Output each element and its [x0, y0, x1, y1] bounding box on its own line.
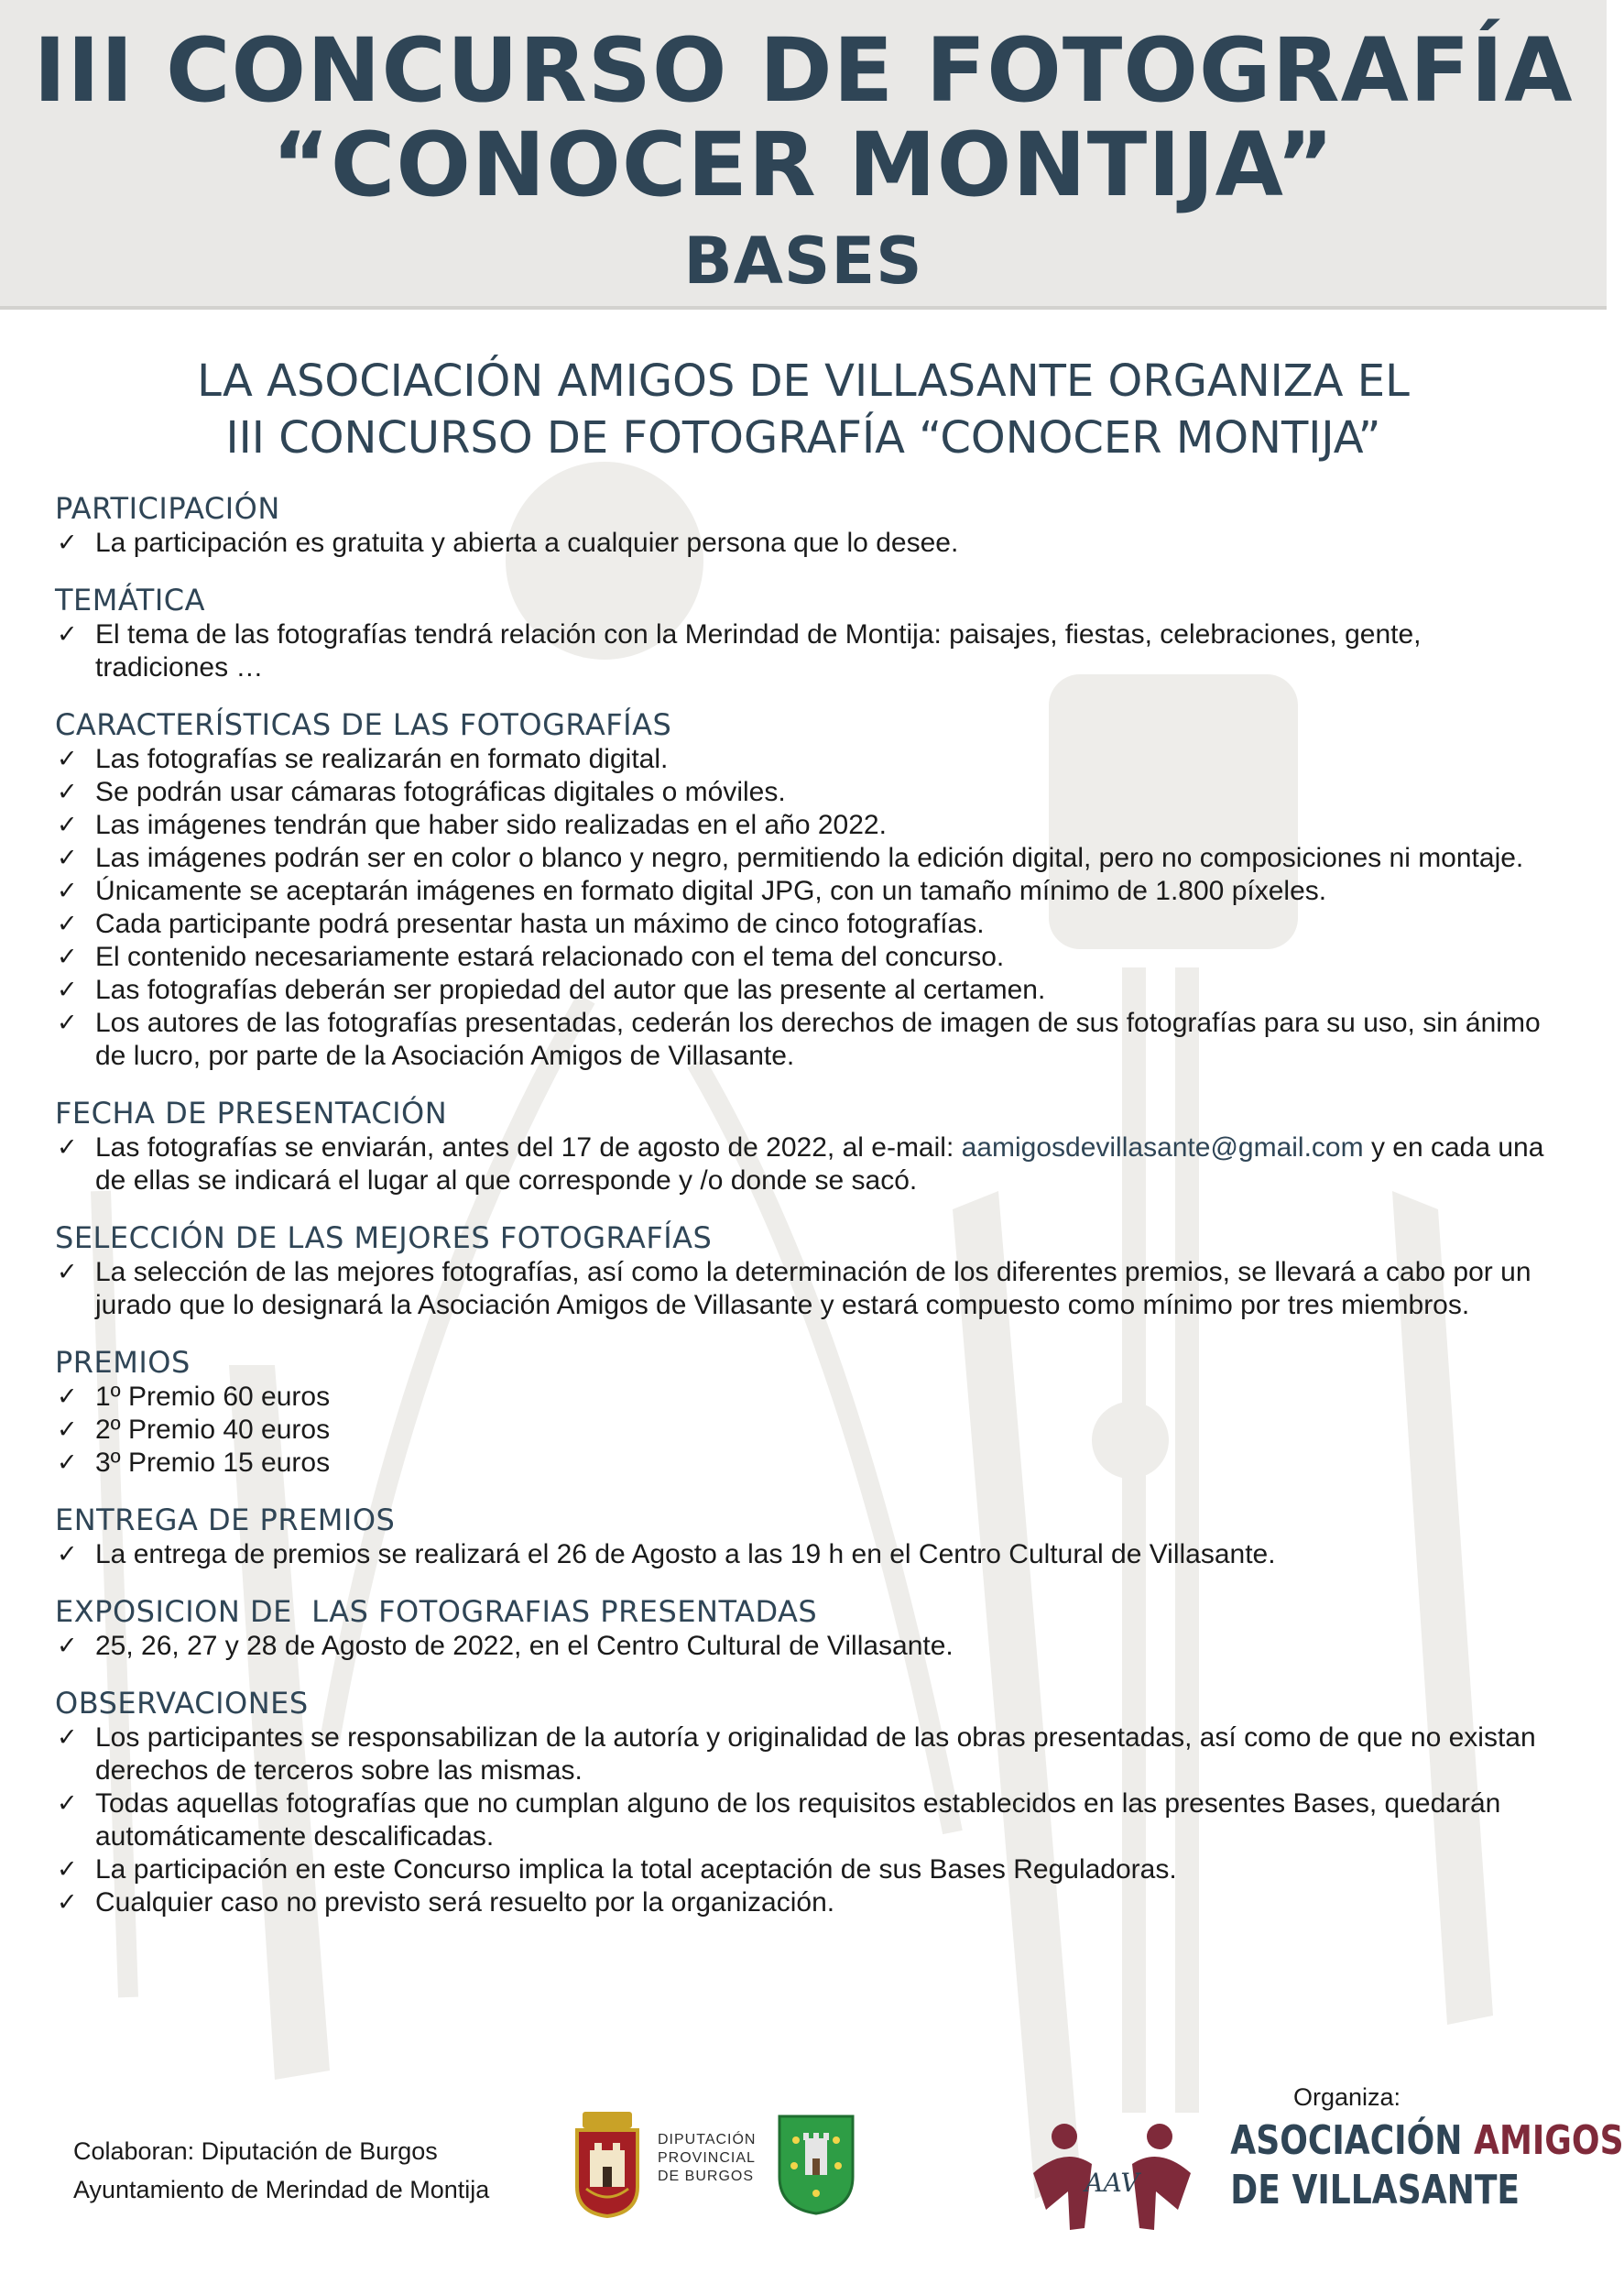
- list-item: ✓ Cualquier caso no previsto será resuelto por la organización.: [57, 1887, 835, 1918]
- footer: [0, 2071, 1624, 2273]
- bases-heading: BASES: [683, 224, 923, 299]
- checkmark-icon: ✓: [57, 1789, 78, 1818]
- list-item: ✓ El tema de las fotografías tendrá relación con la Merindad de Montija: paisajes, fiestas, celebraciones, gente, tradiciones …: [57, 619, 1422, 683]
- checkmark-icon: ✓: [57, 778, 78, 806]
- section-tematica: [55, 582, 1557, 684]
- list-item: ✓ Únicamente se aceptarán imágenes en formato digital JPG, con un tamaño mínimo de 1.800 píxeles.: [57, 876, 1327, 906]
- section-title: ENTREGA DE PREMIOS: [55, 1503, 396, 1537]
- list-item: ✓ Las fotografías deberán ser propiedad del autor que las presente al certamen.: [57, 975, 1046, 1005]
- list-item: ✓ La participación en este Concurso implica la total aceptación de sus Bases Reguladoras.: [57, 1854, 1177, 1885]
- association-logo-icon: [1028, 2118, 1196, 2235]
- diputacion-label: DIPUTACIÓN PROVINCIAL DE BURGOS: [658, 2132, 757, 2184]
- list-item: ✓ El contenido necesariamente estará relacionado con el tema del concurso.: [57, 942, 1005, 972]
- list-item: ✓ Se podrán usar cámaras fotográficas digitales o móviles.: [57, 777, 786, 807]
- section-participacion: [55, 490, 1557, 560]
- rules-body: [55, 490, 1557, 1941]
- list-item: ✓ 25, 26, 27 y 28 de Agosto de 2022, en el Centro Cultural de Villasante.: [57, 1631, 954, 1661]
- collaborators: [73, 2132, 489, 2209]
- section-exposicion: [55, 1593, 1557, 1663]
- association-name: ASOCIACIÓN AMIGOS DE VILLASANTE: [1230, 2117, 1624, 2213]
- section-title: CARACTERÍSTICAS DE LAS FOTOGRAFÍAS: [55, 707, 672, 742]
- list-item: ✓ Las imágenes podrán ser en color o blanco y negro, permitiendo la edición digital, pero no composiciones ni montaje.: [57, 843, 1524, 873]
- section-entrega: [55, 1502, 1557, 1571]
- checkmark-icon: ✓: [57, 1632, 78, 1660]
- checkmark-icon: ✓: [57, 910, 78, 938]
- checkmark-icon: ✓: [57, 1888, 78, 1917]
- organizer-line2: III CONCURSO DE FOTOGRAFÍA “CONOCER MONTIJA”: [225, 412, 1381, 464]
- diputacion-shield-icon: [570, 2110, 645, 2218]
- checkmark-icon: ✓: [57, 1382, 78, 1411]
- section-title: PARTICIPACIÓN: [55, 491, 280, 526]
- section-seleccion: [55, 1219, 1557, 1322]
- section-title: OBSERVACIONES: [55, 1686, 309, 1721]
- montija-shield-icon: [776, 2113, 856, 2215]
- section-observaciones: [55, 1685, 1557, 1919]
- list-item: ✓ Todas aquellas fotografías que no cumplan alguno de los requisitos establecidos en las presentes Bases, quedarán automáticamente descalificadas.: [57, 1788, 1501, 1852]
- section-premios: [55, 1344, 1557, 1480]
- collaborator-line1: Colaboran: Diputación de Burgos: [73, 2137, 438, 2165]
- list-item: ✓ La selección de las mejores fotografías, así como la determinación de los diferentes premios, se llevará a cabo por un jurado que lo designará la Asociación Amigos de Villasante y estará compuesto como mínimo por tres miembros.: [57, 1257, 1531, 1320]
- checkmark-icon: ✓: [57, 1133, 78, 1162]
- list-item: ✓ Los participantes se responsabilizan de la autoría y originalidad de las obras presentadas, así como de que no existan derechos de terceros sobre las mismas.: [57, 1722, 1536, 1786]
- checkmark-icon: ✓: [57, 1009, 78, 1037]
- list-item: ✓ La entrega de premios se realizará el 26 de Agosto a las 19 h en el Centro Cultural de Villasante.: [57, 1539, 1276, 1569]
- section-title: TEMÁTICA: [55, 583, 205, 617]
- checkmark-icon: ✓: [57, 620, 78, 649]
- checkmark-icon: ✓: [57, 1448, 78, 1477]
- list-item: ✓ 2º Premio 40 euros: [57, 1415, 331, 1445]
- section-title: EXPOSICION DE LAS FOTOGRAFIAS PRESENTADAS: [55, 1594, 818, 1629]
- list-item: ✓ La participación es gratuita y abierta a cualquier persona que lo desee.: [57, 528, 959, 558]
- contest-title-line2: “CONOCER MONTIJA”: [271, 114, 1335, 216]
- checkmark-icon: ✓: [57, 1415, 78, 1444]
- checkmark-icon: ✓: [57, 877, 78, 905]
- email-link[interactable]: aamigosdevillasante@gmail.com: [961, 1132, 1364, 1163]
- checkmark-icon: ✓: [57, 1258, 78, 1286]
- checkmark-icon: ✓: [57, 976, 78, 1004]
- checkmark-icon: ✓: [57, 1855, 78, 1884]
- contest-title-line1: III CONCURSO DE FOTOGRAFÍA: [33, 19, 1574, 122]
- checkmark-icon: ✓: [57, 529, 78, 557]
- checkmark-icon: ✓: [57, 1540, 78, 1568]
- checkmark-icon: ✓: [57, 844, 78, 872]
- checkmark-icon: ✓: [57, 745, 78, 773]
- checkmark-icon: ✓: [57, 1723, 78, 1752]
- section-title: FECHA DE PRESENTACIÓN: [55, 1096, 448, 1131]
- section-title: PREMIOS: [55, 1345, 191, 1380]
- section-caracteristicas: [55, 706, 1557, 1073]
- logo-initials: AAV: [1084, 2168, 1139, 2198]
- collaborator-line2: Ayuntamiento de Merindad de Montija: [73, 2176, 490, 2203]
- checkmark-icon: ✓: [57, 943, 78, 971]
- header-band: [0, 0, 1607, 310]
- organizer-label: Organiza:: [1293, 2083, 1401, 2111]
- list-item: ✓ Cada participante podrá presentar hasta un máximo de cinco fotografías.: [57, 909, 985, 939]
- organizer-line1: LA ASOCIACIÓN AMIGOS DE VILLASANTE ORGANIZA EL: [197, 355, 1410, 407]
- list-item: ✓ 3º Premio 15 euros: [57, 1448, 331, 1478]
- checkmark-icon: ✓: [57, 811, 78, 839]
- list-item: ✓ Las fotografías se enviarán, antes del 17 de agosto de 2022, al e-mail: aamigosdevillasante@gmail.com y en cada una de ellas se indicará el lugar al que corresponde y /o donde se sacó.: [57, 1132, 1544, 1196]
- list-item: ✓ Las fotografías se realizarán en formato digital.: [57, 744, 669, 774]
- section-title: SELECCIÓN DE LAS MEJORES FOTOGRAFÍAS: [55, 1220, 713, 1255]
- section-fecha: [55, 1095, 1557, 1197]
- list-item: ✓ 1º Premio 60 euros: [57, 1382, 331, 1412]
- list-item: ✓ Las imágenes tendrán que haber sido realizadas en el año 2022.: [57, 810, 887, 840]
- list-item: ✓ Los autores de las fotografías presentadas, cederán los derechos de imagen de sus fotografías para su uso, sin ánimo de lucro, por parte de la Asociación Amigos de Villasante.: [57, 1008, 1541, 1071]
